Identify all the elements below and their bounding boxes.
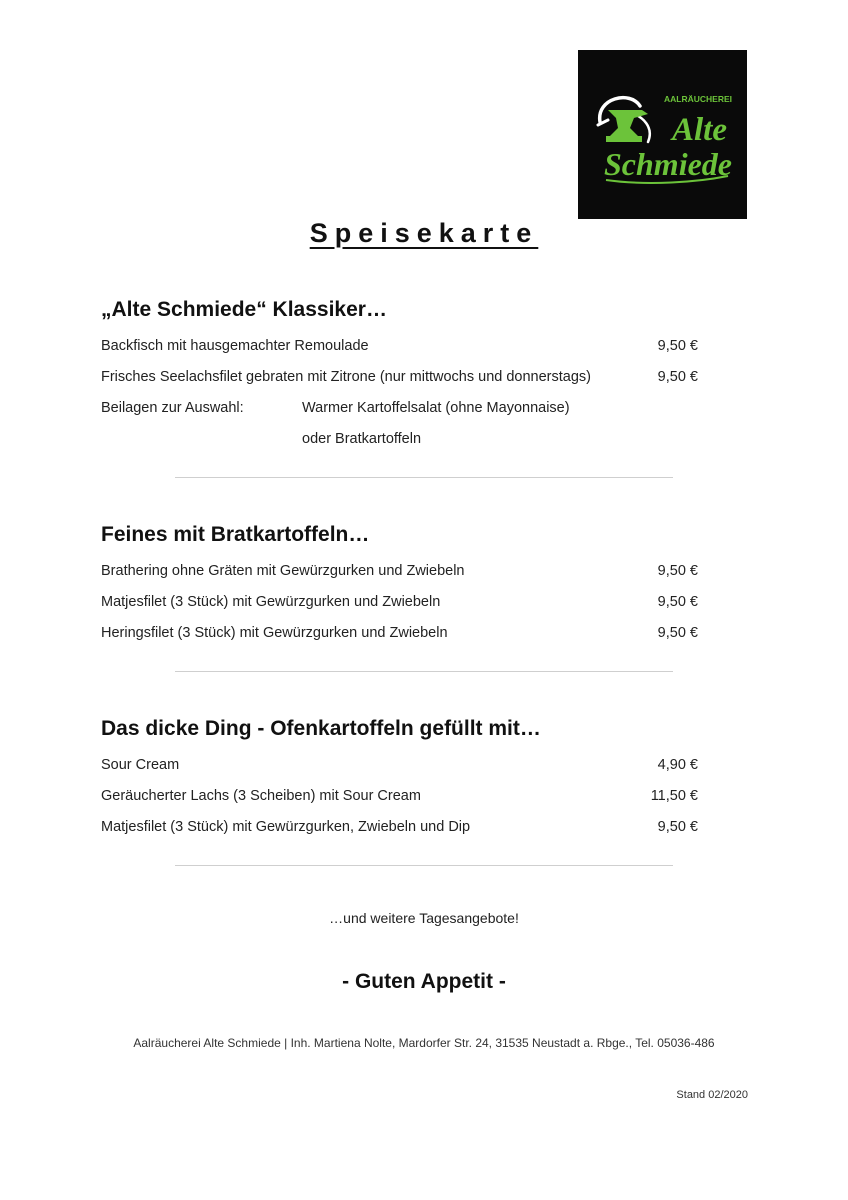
section-divider [175, 865, 673, 866]
anvil-logo-icon [578, 50, 747, 219]
menu-item-name: Matjesfilet (3 Stück) mit Gewürzgurken und Zwiebeln [101, 594, 441, 610]
stand-date: Stand 02/2020 [676, 1089, 748, 1101]
sides-label: Beilagen zur Auswahl: [101, 400, 244, 416]
closing-text: - Guten Appetit - [342, 970, 506, 993]
menu-item-name: Brathering ohne Gräten mit Gewürzgurken und Zwiebeln [101, 563, 465, 579]
section-heading-ofenkartoffeln: Das dicke Ding - Ofenkartoffeln gefüllt mit… [101, 717, 541, 740]
menu-item-price: 9,50 € [657, 369, 698, 385]
menu-item-name: Sour Cream [101, 757, 180, 773]
logo-small-text: AALRÄUCHEREI [664, 94, 732, 104]
logo-line1: Alte [672, 112, 727, 148]
menu-item-price: 9,50 € [657, 819, 698, 835]
logo-line2: Schmiede [604, 146, 732, 182]
menu-item-price: 9,50 € [657, 594, 698, 610]
section-heading-bratkartoffeln: Feines mit Bratkartoffeln… [101, 523, 370, 546]
menu-item-price: 11,50 € [650, 788, 698, 804]
side-option: Warmer Kartoffelsalat (ohne Mayonnaise) [302, 400, 570, 416]
menu-item-name: Matjesfilet (3 Stück) mit Gewürzgurken, Zwiebeln und Dip [101, 819, 471, 835]
brand-logo [578, 50, 747, 219]
menu-item-price: 4,90 € [657, 757, 698, 773]
section-divider [175, 671, 673, 672]
section-divider [175, 477, 673, 478]
section-heading-klassiker: „Alte Schmiede“ Klassiker… [101, 298, 387, 321]
menu-item-name: Geräucherter Lachs (3 Scheiben) mit Sour Cream [101, 788, 421, 804]
menu-item-name: Backfisch mit hausgemachter Remoulade [101, 338, 369, 354]
side-option: oder Bratkartoffeln [302, 431, 422, 447]
menu-item-price: 9,50 € [657, 338, 698, 354]
menu-item-price: 9,50 € [657, 563, 698, 579]
menu-item-name: Heringsfilet (3 Stück) mit Gewürzgurken und Zwiebeln [101, 625, 448, 641]
page-title [0, 218, 848, 249]
footer-address: Aalräucherei Alte Schmiede | Inh. Martiena Nolte, Mardorfer Str. 24, 31535 Neustadt a. Rbge., Tel. 05036-486 [133, 1036, 715, 1050]
more-offers-text: …und weitere Tagesangebote! [329, 910, 519, 926]
page-title-text: Speisekarte [309, 218, 539, 248]
menu-item-price: 9,50 € [657, 625, 698, 641]
menu-item-name: Frisches Seelachsfilet gebraten mit Zitrone (nur mittwochs und donnerstags) [101, 369, 591, 385]
